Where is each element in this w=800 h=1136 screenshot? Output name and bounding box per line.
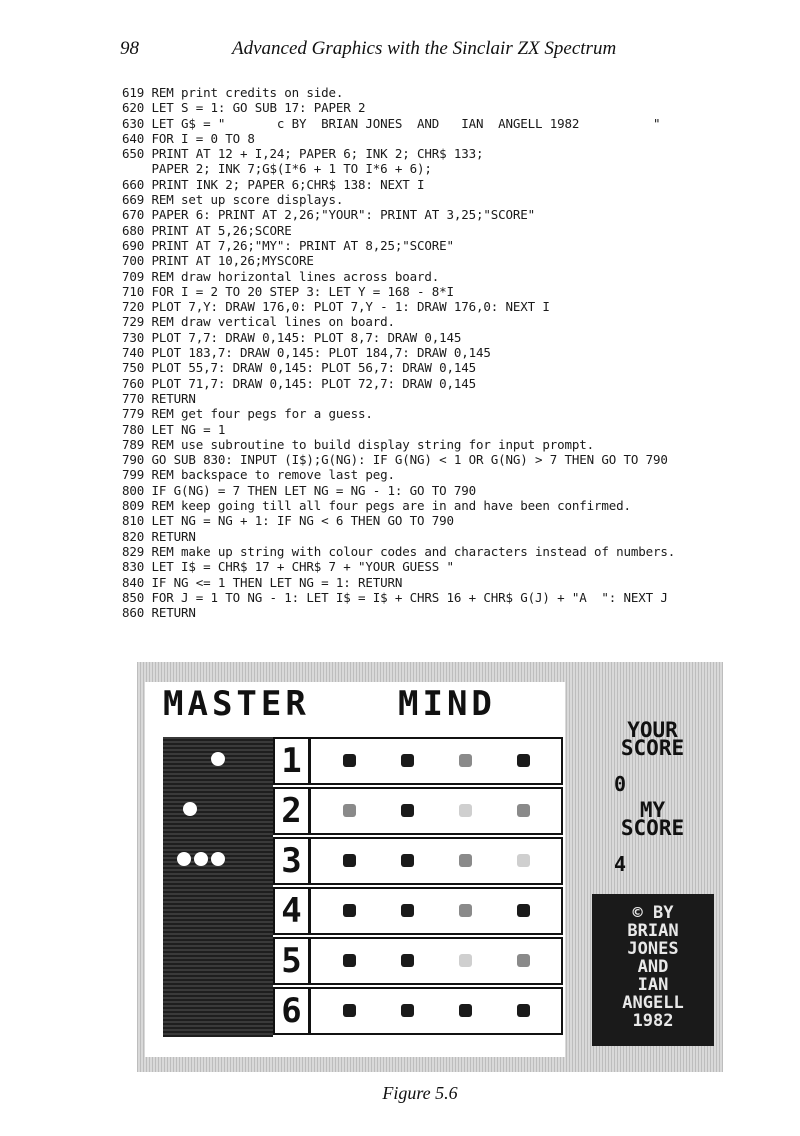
result-dot [194,852,208,866]
row-number: 2 [275,789,311,833]
peg [517,1004,530,1017]
result-row [163,887,273,937]
code-line: 720 PLOT 7,Y: DRAW 176,0: PLOT 7,Y - 1: DRAW 176,0: NEXT I [122,299,550,315]
result-row [163,787,273,837]
peg [343,904,356,917]
game-board [145,682,565,1057]
your-score-value: 0 [613,772,627,796]
result-dot [183,802,197,816]
result-row [163,937,273,987]
code-line: 830 LET I$ = CHR$ 17 + CHR$ 7 + "YOUR GUESS " [122,559,454,575]
code-line: 620 LET S = 1: GO SUB 17: PAPER 2 [122,100,366,116]
peg [343,854,356,867]
code-line: 840 IF NG <= 1 THEN LET NG = 1: RETURN [122,574,403,590]
code-line: 660 PRINT INK 2; PAPER 6;CHR$ 138: NEXT I [122,176,425,192]
code-line: 820 RETURN [122,528,196,544]
code-line: 650 PRINT AT 12 + I,24; PAPER 6; INK 2; CHR$ 133; [122,146,484,162]
your-score-label-2: SCORE [620,736,685,760]
result-dot [211,852,225,866]
peg [517,854,530,867]
code-line: 780 LET NG = 1 [122,421,226,437]
my-score-label-1: MY [639,798,666,822]
code-line: 750 PLOT 55,7: DRAW 0,145: PLOT 56,7: DRAW 0,145 [122,360,477,376]
code-line: 730 PLOT 7,7: DRAW 0,145: PLOT 8,7: DRAW 0,145 [122,329,462,345]
code-line: 709 REM draw horizontal lines across board. [122,268,440,284]
credits-line: IAN [637,975,669,995]
peg [343,754,356,767]
peg [517,954,530,967]
guess-row [273,787,563,835]
credits-line: BRIAN [627,921,679,941]
guess-row [273,837,563,885]
code-line: 670 PAPER 6: PRINT AT 2,26;"YOUR": PRINT AT 3,25;"SCORE" [122,207,536,223]
peg [401,954,414,967]
code-line: 789 REM use subroutine to build display string for input prompt. [122,436,595,452]
row-number: 6 [275,989,311,1033]
result-row [163,987,273,1037]
guess-row [273,887,563,935]
peg [517,904,530,917]
peg [459,854,472,867]
mastermind-screenshot [137,662,723,1072]
credits-box [592,894,714,1046]
peg [401,854,414,867]
title-word-mind: MIND [398,684,496,724]
peg [517,754,530,767]
credits-line: ANGELL [622,993,684,1013]
credits-line: AND [637,957,669,977]
code-line: 690 PRINT AT 7,26;"MY": PRINT AT 8,25;"SCORE" [122,237,454,253]
guess-row [273,737,563,785]
code-line: 680 PRINT AT 5,26;SCORE [122,222,292,238]
game-title [163,682,563,724]
code-line: 740 PLOT 183,7: DRAW 0,145: PLOT 184,7: DRAW 0,145 [122,345,491,361]
your-score-label-1: YOUR [627,718,678,742]
peg [401,754,414,767]
code-line: 829 REM make up string with colour codes and characters instead of numbers. [122,543,676,559]
code-line: 850 FOR J = 1 TO NG - 1: LET I$ = I$ + CHRS 16 + CHR$ G(J) + "A ": NEXT J [122,589,668,605]
result-peg-panel [163,737,273,1037]
credits-line: © BY [632,903,674,923]
code-line: 779 REM get four pegs for a guess. [122,406,373,422]
peg [459,904,472,917]
code-line: 790 GO SUB 830: INPUT (I$);G(NG): IF G(NG) < 1 OR G(NG) > 7 THEN GO TO 790 [122,452,668,468]
peg [517,804,530,817]
code-line: 630 LET G$ = " c BY BRIAN JONES AND IAN ANGELL 1982 " [122,115,661,131]
code-line: 710 FOR I = 2 TO 20 STEP 3: LET Y = 168 - 8*I [122,283,454,299]
peg [459,954,472,967]
result-row [163,837,273,887]
page-number: 98 [120,38,139,59]
my-score-label-2: SCORE [620,816,685,840]
code-line: PAPER 2; INK 7;G$(I*6 + 1 TO I*6 + 6); [122,161,432,177]
code-line: 640 FOR I = 0 TO 8 [122,130,255,146]
code-line: 860 RETURN [122,605,196,621]
row-number: 3 [275,839,311,883]
peg [459,754,472,767]
code-line: 799 REM backspace to remove last peg. [122,467,395,483]
result-dot [211,752,225,766]
code-line: 810 LET NG = NG + 1: IF NG < 6 THEN GO TO 790 [122,513,454,529]
code-line: 760 PLOT 71,7: DRAW 0,145: PLOT 72,7: DRAW 0,145 [122,375,477,391]
row-number: 1 [275,739,311,783]
guess-row [273,937,563,985]
peg [343,804,356,817]
figure-caption: Figure 5.6 [382,1083,458,1103]
code-line: 619 REM print credits on side. [122,85,344,100]
credits-line: 1982 [632,1011,674,1031]
result-dot [177,852,191,866]
credits-line: JONES [627,939,679,959]
guess-grid [273,737,565,1037]
row-number: 5 [275,939,311,983]
code-line: 770 RETURN [122,390,196,406]
guess-row [273,987,563,1035]
running-title: Advanced Graphics with the Sinclair ZX Spectrum [232,38,617,59]
peg [343,954,356,967]
page-header [120,38,740,68]
peg [343,1004,356,1017]
peg [401,1004,414,1017]
result-row [163,737,273,787]
row-number: 4 [275,889,311,933]
basic-program-listing [122,85,762,620]
title-word-master: MASTER [163,684,310,724]
peg [459,1004,472,1017]
peg [401,904,414,917]
code-line: 669 REM set up score displays. [122,192,344,208]
peg [401,804,414,817]
code-line: 729 REM draw vertical lines on board. [122,314,395,330]
code-line: 809 REM keep going till all four pegs are in and have been confirmed. [122,498,631,514]
my-score-value: 4 [613,852,627,876]
peg [459,804,472,817]
code-line: 800 IF G(NG) = 7 THEN LET NG = NG - 1: GO TO 790 [122,482,477,498]
code-line: 700 PRINT AT 10,26;MYSCORE [122,253,314,269]
